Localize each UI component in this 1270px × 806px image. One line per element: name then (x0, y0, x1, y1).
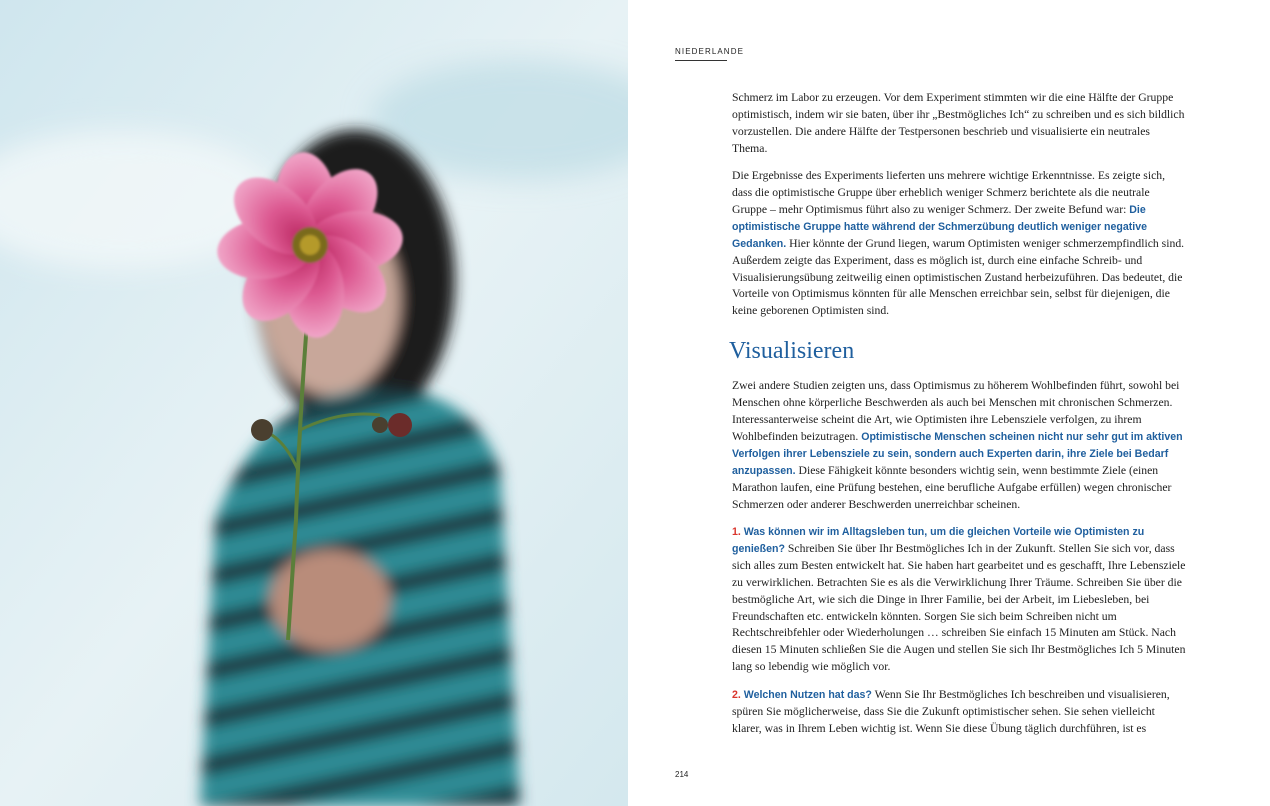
highlight-text: Optimistische Menschen scheinen nicht nur sehr gut im aktiven Verfolgen ihrer Lebensziele zu sein, sondern auch Experten darin, ihre Ziele bei Bedarf anzupassen. (732, 431, 1183, 477)
section-label: NIEDERLANDE (675, 47, 727, 61)
numbered-item: 1. Was können wir im Alltagsleben tun, um die gleichen Vorteile wie Optimisten zu genießen? Schreiben Sie über Ihr Bestmögliches Ich in der Zukunft. Stellen Sie sich vor, dass sich alles zum Besten entwickelt hat. Sie haben hart gearbeitet und es geschafft, Ihre Lebensziele zu verwirklichen. Betrachten Sie es als die Verwirklichung Ihrer Träume. Schreiben Sie über die bestmögliche Art, wie sich die Dinge in Ihrer Familie, bei der Arbeit, im Liebesleben, bei Freundschaften etc. entwickeln könnten. Sorgen Sie sich beim Schreiben nicht um Rechtschreibfehler oder Wiederholungen … schreiben Sie einfach 15 Minuten am Stück. Nach diesen 15 Minuten schließen Sie die Augen und stellen Sie sich Ihr Bestmögliches Ich 5 Minuten lang so lebendig wie möglich vor. (732, 526, 1186, 674)
flower-photo (0, 0, 628, 806)
body-text (729, 90, 1187, 748)
item-number: 1. (732, 526, 741, 539)
page-number: 214 (675, 770, 689, 779)
item-number: 2. (732, 688, 741, 701)
question-text: Welchen Nutzen hat das? (743, 688, 872, 701)
numbered-item: 2. Welchen Nutzen hat das? Wenn Sie Ihr Bestmögliches Ich beschreiben und visualisieren, spüren Sie möglicherweise, dass Sie die Zukunft optimistischer sehen. Sie sehen vielleicht klarer, was in Ihrem Leben wichtig ist. Wenn Sie diese Übung täglich durchführen, ist es (732, 687, 1170, 735)
highlight-text: Die optimistische Gruppe hatte während der Schmerzübung deutlich weniger negative Gedanken. (732, 203, 1147, 250)
paragraph: Die Ergebnisse des Experiments lieferten uns mehrere wichtige Erkenntnisse. Es zeigte sich, dass die optimistische Gruppe über erheblich weniger Schmerz berichtete als die neutrale Gruppe – mehr Optimismus führt also zu weniger Schmerz. Der zweite Befund war: Die optimistische Gruppe hatte während der Schmerzübung deutlich weniger negative Gedanken. Hier könnte der Grund liegen, warum Optimisten weniger schmerzempfindlich sind. Außerdem zeigte das Experiment, dass es möglich ist, durch eine einfache Schreib- und Visualisierungsübung zeitweilig einen optimistischen Zustand herbeizuführen. Das bedeutet, die Vorteile von Optimismus könnten für alle Menschen erreichbar sein, selbst für diejenigen, die keine geborenen Optimisten sind. (732, 169, 1185, 318)
paragraph: Schmerz im Labor zu erzeugen. Vor dem Experiment stimmten wir die eine Hälfte der Gruppe optimistisch, indem wir sie baten, über ihr „Bestmögliches Ich“ zu schreiben und es sich bildlich vorzustellen. Die andere Hälfte der Testpersonen beschrieb und visualisierte ein neutrales Thema. (732, 91, 1185, 155)
paragraph: Zwei andere Studien zeigten uns, dass Optimismus zu höherem Wohlbefinden führt, sowohl bei Menschen ohne körperliche Beschwerden als auch bei Menschen mit chronischen Schmerzen. Interessanterweise scheint die Art, wie Optimisten ihre Lebensziele verfolgen, zu ihrem Wohlbefinden beizutragen. Optimistische Menschen scheinen nicht nur sehr gut im aktiven Verfolgen ihrer Lebensziele zu sein, sondern auch Experten darin, ihre Ziele bei Bedarf anzupassen. Diese Fähigkeit könnte besonders wichtig sein, wenn bestimmte Ziele (einen Marathon laufen, eine Prüfung bestehen, eine berufliche Aufgabe erfüllen) wegen chronischer Schmerzen oder anderer Beschwerden unerreichbar scheinen. (732, 379, 1183, 511)
text-page (628, 0, 1270, 806)
question-text: Was können wir im Alltagsleben tun, um die gleichen Vorteile wie Optimisten zu genießen? (732, 526, 1145, 555)
section-heading: Visualisieren (729, 338, 855, 365)
